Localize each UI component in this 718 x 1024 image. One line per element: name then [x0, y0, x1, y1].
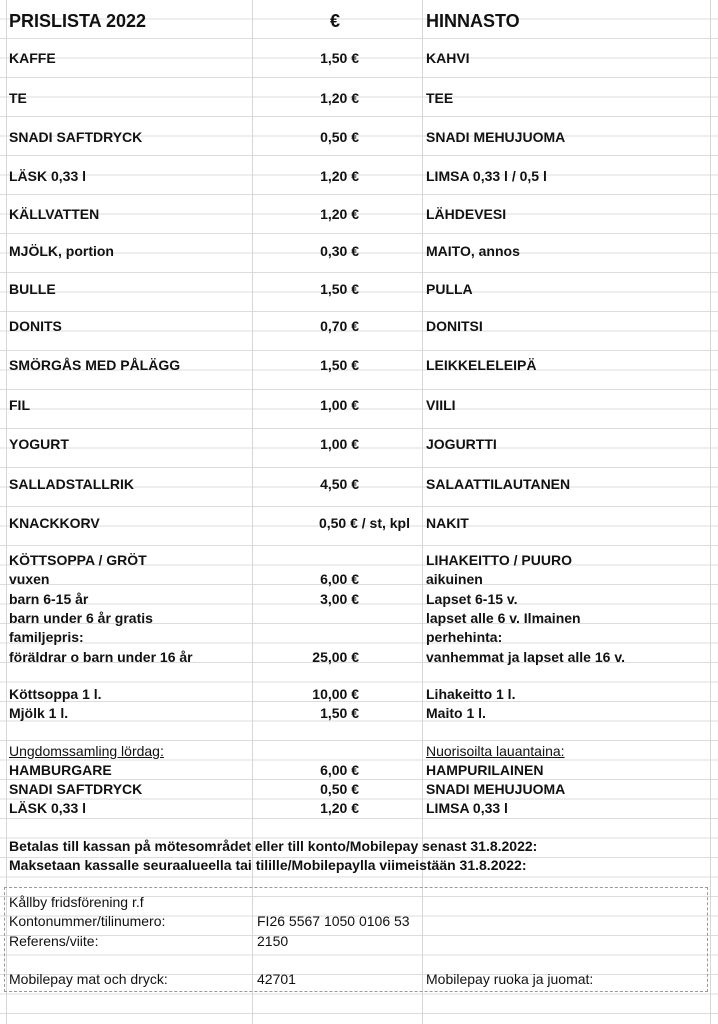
- item-price: 1,50 €: [320, 357, 359, 373]
- youth-row-sv: LÄSK 0,33 l: [9, 800, 87, 816]
- reference-label: Referens/viite:: [9, 933, 99, 949]
- soup-row-fi: perhehinta:: [426, 629, 503, 645]
- mobilepay-number: 42701: [257, 971, 296, 987]
- item-name-sv: SMÖRGÅS MED PÅLÄGG: [9, 357, 181, 373]
- item-name-fi: DONITSI: [426, 318, 483, 334]
- account-label: Kontonummer/tilinumero:: [9, 913, 166, 929]
- payment-note-fi: Maksetaan kassalle seuraalueella tai tilille/Mobilepaylla viimeistään 31.8.2022:: [9, 857, 527, 873]
- item-name-fi: NAKIT: [426, 515, 469, 531]
- item-name-fi: LEIKKELELEIPÄ: [426, 357, 537, 373]
- item-name-sv: KÄLLVATTEN: [9, 206, 100, 222]
- soup-row-sv: barn 6-15 år: [9, 591, 89, 607]
- currency-header: €: [330, 11, 341, 31]
- item-price: 0,30 €: [320, 243, 359, 259]
- liter-row-sv: Mjölk 1 l.: [9, 705, 69, 721]
- reference-number: 2150: [257, 933, 289, 949]
- soup-row-price: 6,00 €: [320, 571, 359, 587]
- youth-row-price: 1,20 €: [320, 800, 359, 816]
- item-name-sv: SALLADSTALLRIK: [9, 476, 134, 492]
- soup-row-sv: barn under 6 år gratis: [9, 610, 153, 626]
- item-name-sv: YOGURT: [9, 436, 69, 452]
- item-price: 0,70 €: [320, 318, 359, 334]
- item-name-sv: BULLE: [9, 281, 56, 297]
- soup-row-fi: aikuinen: [426, 571, 483, 587]
- soup-title-sv: KÖTTSOPPA / GRÖT: [9, 552, 147, 568]
- item-name-sv: TE: [9, 90, 27, 106]
- youth-title-fi: Nuorisoilta lauantaina:: [426, 743, 565, 759]
- soup-row-price: 25,00 €: [312, 649, 359, 665]
- column-divider: [6, 0, 7, 1024]
- item-price: 0,50 € / st, kpl: [318, 515, 410, 531]
- item-name-fi: LIMSA 0,33 l / 0,5 l: [426, 168, 547, 184]
- item-name-sv: KAFFE: [9, 50, 56, 66]
- item-name-fi: KAHVI: [426, 50, 470, 66]
- youth-row-fi: SNADI MEHUJUOMA: [426, 781, 566, 797]
- liter-row-price: 1,50 €: [320, 705, 359, 721]
- item-name-fi: LÄHDEVESI: [426, 206, 507, 222]
- item-price: 1,50 €: [320, 50, 359, 66]
- item-price: 1,20 €: [320, 90, 359, 106]
- item-name-fi: MAITO, annos: [426, 243, 520, 259]
- youth-title-sv: Ungdomssamling lördag:: [9, 743, 164, 759]
- item-name-fi: TEE: [426, 90, 454, 106]
- liter-row-price: 10,00 €: [312, 686, 359, 702]
- item-name-fi: PULLA: [426, 281, 473, 297]
- price-list-title-fi: HINNASTO: [426, 11, 520, 31]
- youth-row-price: 6,00 €: [320, 762, 359, 778]
- item-name-sv: DONITS: [9, 318, 62, 334]
- item-name-fi: VIILI: [426, 397, 456, 413]
- item-price: 1,00 €: [320, 436, 359, 452]
- youth-row-fi: LIMSA 0,33 l: [426, 800, 508, 816]
- soup-row-sv: familjepris:: [9, 629, 84, 645]
- youth-row-sv: SNADI SAFTDRYCK: [9, 781, 143, 797]
- mobilepay-label-fi: Mobilepay ruoka ja juomat:: [426, 971, 594, 987]
- item-name-fi: SNADI MEHUJUOMA: [426, 129, 566, 145]
- item-price: 4,50 €: [320, 476, 359, 492]
- organization-name: Kållby fridsförening r.f: [9, 894, 144, 910]
- price-list-title: PRISLISTA 2022: [9, 11, 147, 31]
- liter-row-fi: Lihakeitto 1 l.: [426, 686, 516, 702]
- item-name-sv: SNADI SAFTDRYCK: [9, 129, 143, 145]
- item-price: 1,00 €: [320, 397, 359, 413]
- soup-row-sv: föräldrar o barn under 16 år: [9, 649, 193, 665]
- youth-row-price: 0,50 €: [320, 781, 359, 797]
- item-name-sv: MJÖLK, portion: [9, 243, 114, 259]
- liter-row-fi: Maito 1 l.: [426, 705, 486, 721]
- youth-row-fi: HAMPURILAINEN: [426, 762, 544, 778]
- soup-row-sv: vuxen: [9, 571, 50, 587]
- item-name-fi: JOGURTTI: [426, 436, 497, 452]
- youth-row-sv: HAMBURGARE: [9, 762, 112, 778]
- soup-row-fi: lapset alle 6 v. Ilmainen: [426, 610, 581, 626]
- item-price: 0,50 €: [320, 129, 359, 145]
- soup-title-fi: LIHAKEITTO / PUURO: [426, 552, 572, 568]
- item-name-sv: FIL: [9, 397, 30, 413]
- item-price: 1,20 €: [320, 206, 359, 222]
- item-price: 1,20 €: [320, 168, 359, 184]
- item-name-sv: KNACKKORV: [9, 515, 100, 531]
- item-name-sv: LÄSK 0,33 l: [9, 168, 87, 184]
- soup-row-fi: vanhemmat ja lapset alle 16 v.: [426, 649, 625, 665]
- account-number: FI26 5567 1050 0106 53: [257, 913, 410, 929]
- mobilepay-label-sv: Mobilepay mat och dryck:: [9, 971, 168, 987]
- item-name-fi: SALAATTILAUTANEN: [426, 476, 571, 492]
- soup-row-fi: Lapset 6-15 v.: [426, 591, 518, 607]
- payment-note-sv: Betalas till kassan på mötesområdet eller till konto/Mobilepay senast 31.8.2022:: [9, 838, 538, 854]
- item-price: 1,50 €: [320, 281, 359, 297]
- column-divider: [710, 0, 711, 1024]
- liter-row-sv: Köttsoppa 1 l.: [9, 686, 102, 702]
- soup-row-price: 3,00 €: [320, 591, 359, 607]
